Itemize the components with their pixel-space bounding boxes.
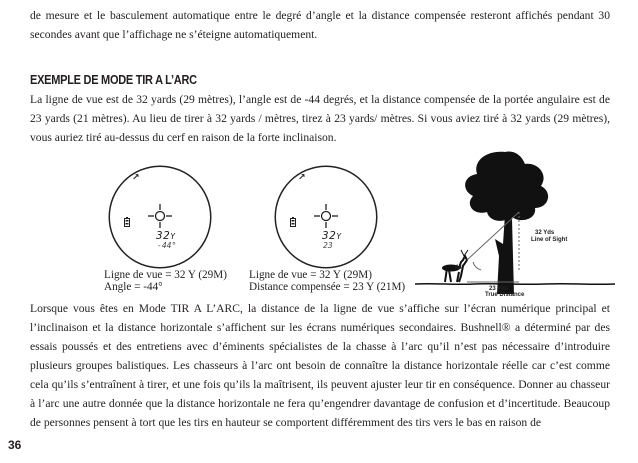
crosshair-icon [314, 204, 338, 228]
true-distance-label: True Distance [485, 292, 525, 298]
caption-line: Distance compensée = 23 Y (21M) [249, 281, 406, 293]
caption-distance [249, 269, 405, 293]
caption-line: Angle = -44° [104, 281, 163, 293]
crosshair-icon [148, 204, 172, 228]
unit-readout: Y [336, 232, 342, 241]
example-paragraph: La ligne de vue est de 32 yards (29 mètres), l’angle est de -44 degrés, et la distance compensée de la portée angulaire est de 23 yards (21 mètres). Au lieu de tirer à 32 yards / mètres, tirez à 23 yards/ mètres. Si vous aviez tiré à 32 yards (29 mètres), vous auriez tiré au-dessus du cerf en raison de la forte inclinaison. [30, 93, 610, 144]
body-paragraph: Lorsque vous êtes en Mode TIR A L’ARC, la distance de la ligne de vue s’affiche sur l’écran numérique principal et l’inclinaison et la distance horizontale s’affichent sur les écrans numériques secondaires. Bushnell® a déterminé par des essais poussés et des entretiens avec d’éminents spécialistes de la chasse à l’arc qu’il n’est pas nécessaire d’introduire plusieurs groupes balistiques. Les chasseurs à l’arc ont besoin de connaître la distance horizontale réelle car c’est comme cela qu’ils s’entraînent à tirer, et une fois qu’ils la maîtrisent, ils peuvent ajuster leur tir en conséquence. Donner au chasseur à l’arc une autre donnée que la distance horizontale ne fera qu’engendrer davantage de confusion et d’incertitude. Beaucoup de personnes pensent à tort que les tirs en hauteur se comportent différemment des tirs vers le bas en raison de [30, 302, 610, 429]
caption-line: Ligne de vue = 32 Y (29M) [104, 269, 227, 281]
angle-label: -44° [453, 265, 465, 271]
bow-mode-icon: ↗ [132, 173, 140, 183]
rangefinder-display-angle [110, 167, 210, 267]
page-number: 36 [8, 438, 22, 452]
rangefinder-display-distance [276, 167, 376, 267]
bow-mode-icon: ↗ [298, 173, 306, 183]
section-heading: EXEMPLE DE MODE TIR A L’ARC [30, 73, 197, 87]
line-of-sight-readout: 32 [322, 229, 337, 242]
ground-line [415, 284, 615, 285]
battery-icon [290, 217, 296, 227]
line-of-sight-readout: 32 [156, 229, 171, 242]
caption-line: Ligne de vue = 32 Y (29M) [249, 269, 372, 281]
caption-angle [104, 269, 227, 293]
intro-paragraph: de mesure et le basculement automatique entre le degré d’angle et la distance compensée resteront affichés pendant 30 secondes avant que l’affichage ne s’éteigne automatiquement. [30, 9, 610, 41]
compensated-distance-readout: 23 [323, 241, 333, 250]
true-distance-value: 23 Yds [489, 286, 509, 292]
tree-stand-diagram [415, 144, 615, 298]
battery-icon [124, 217, 130, 227]
angle-readout: -44° [157, 241, 177, 250]
line-of-sight-label: Line of Sight [531, 237, 568, 243]
tree-icon [465, 152, 548, 295]
unit-readout: Y [170, 232, 176, 241]
line-of-sight-value: 32 Yds [535, 230, 555, 236]
angle-arc [473, 262, 481, 270]
